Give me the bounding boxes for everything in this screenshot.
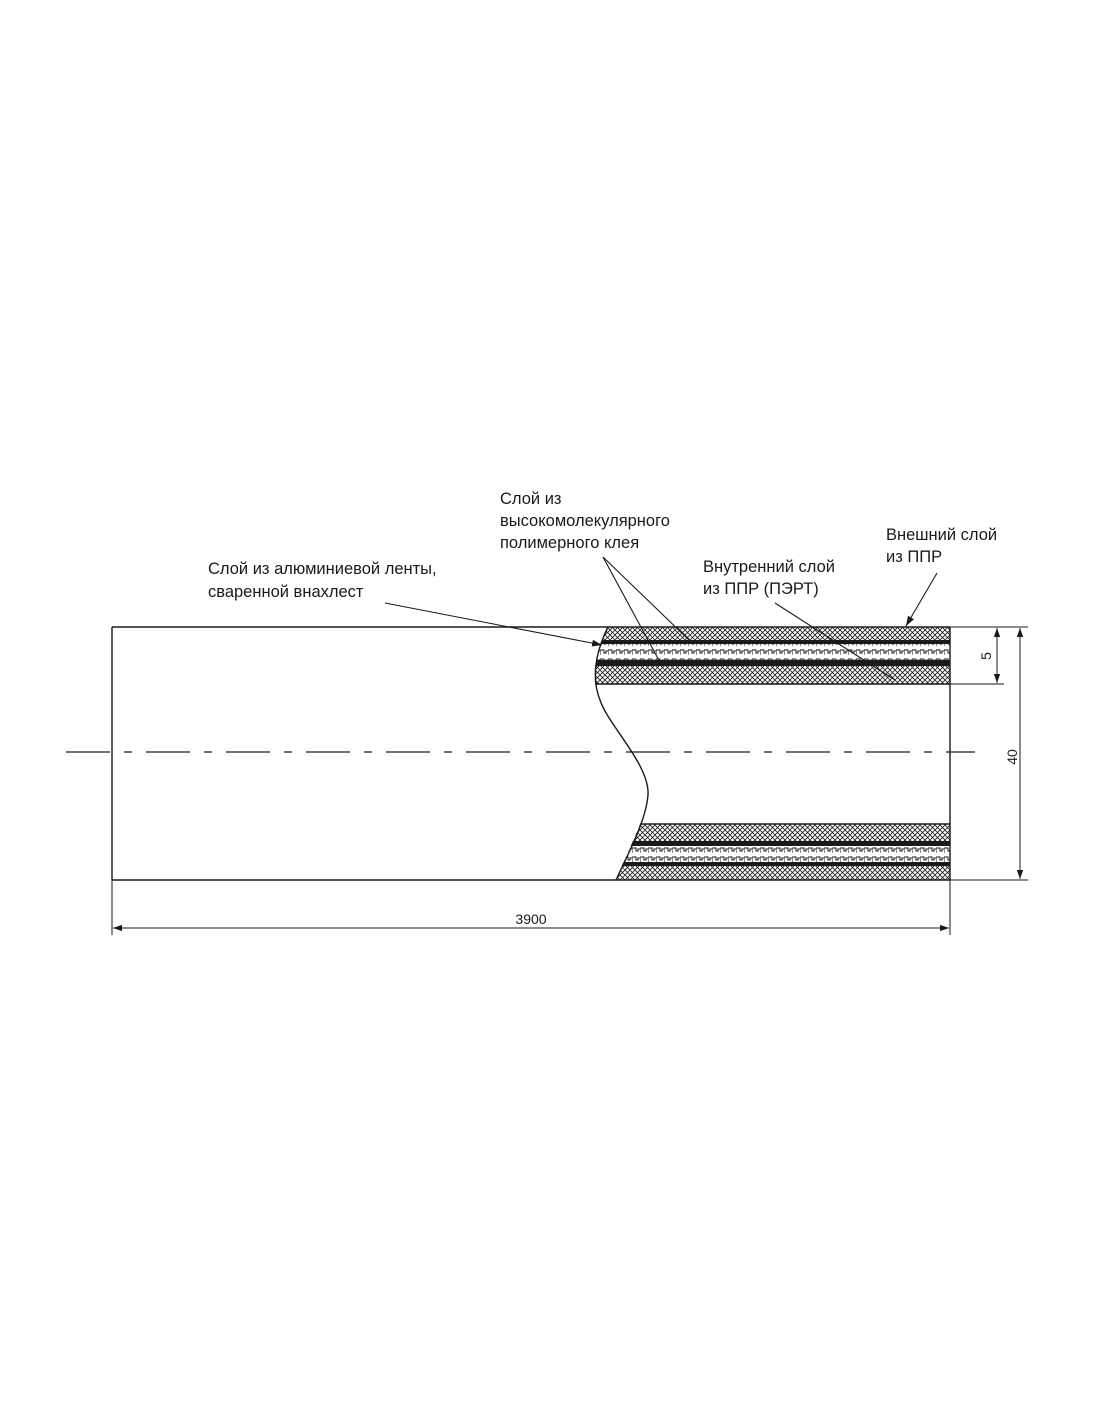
aluminium-layer [590,644,950,660]
label-outer-line-2: из ППР [886,548,943,566]
inner-ppr-layer-bottom [610,824,950,841]
diameter-dimension-value: 40 [1004,749,1020,765]
label-glue-line-3: полимерного клея [500,534,640,552]
label-aluminium [208,560,441,601]
label-outer [886,526,1002,566]
aluminium-layer-bottom [610,846,950,862]
label-glue-line-2: высокомолекулярного [500,512,670,530]
label-aluminium-line-1: Слой из алюминиевой ленты, [208,560,437,578]
label-inner-line-1: Внутренний слой [703,558,835,576]
label-aluminium-line-2: сваренной внахлест [208,583,364,601]
leader-outer [906,573,937,626]
length-dimension-value: 3900 [515,911,547,927]
label-inner-line-2: из ППР (ПЭРТ) [703,580,819,598]
glue-layer-inner [590,660,950,666]
label-glue-line-1: Слой из [500,490,562,508]
glue-layer-outer [590,640,950,644]
bottom-wall-layers [610,824,950,880]
leader-aluminium [385,603,602,645]
glue-layer-outer-bottom [610,862,950,866]
label-outer-line-1: Внешний слой [886,526,998,544]
inner-ppr-layer [590,666,950,684]
glue-layer-inner-bottom [610,841,950,846]
wall-dimension-value: 5 [978,652,994,660]
label-inner [703,558,840,598]
top-wall-layers [590,627,950,684]
label-glue [500,490,675,552]
outer-ppr-layer-bottom [610,866,950,880]
callout-labels [208,490,1002,601]
